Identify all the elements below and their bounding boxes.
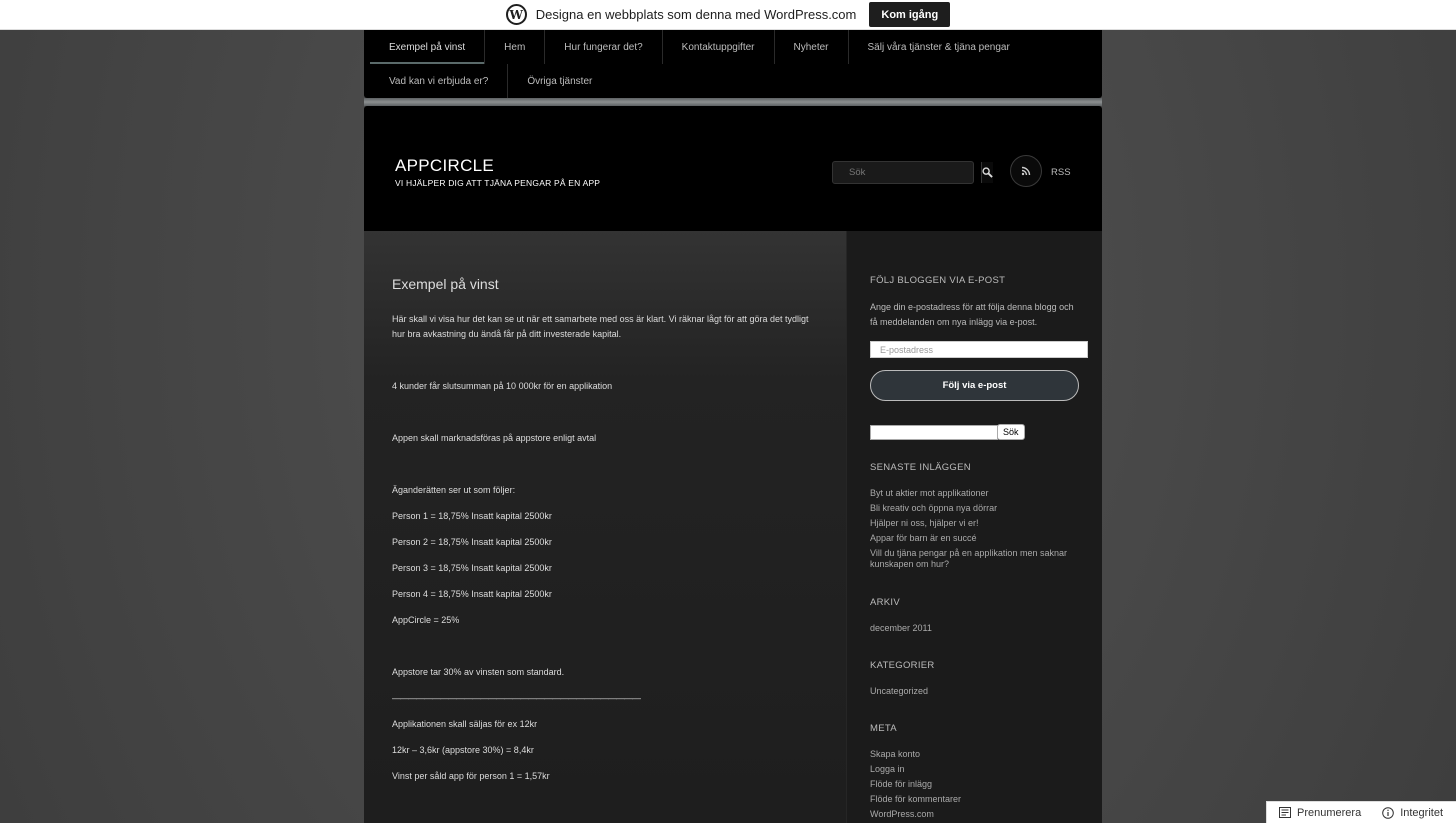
post-paragraph: 12kr – 3,6kr (appstore 30%) = 8,4kr <box>392 745 534 755</box>
site-description: VI HJÄLPER DIG ATT TJÄNA PENGAR PÅ EN APP <box>395 178 601 188</box>
follow-widget-text: Ange din e-postadress för att följa denna blogg och få meddelanden om nya inlägg via e-post. <box>870 302 1074 327</box>
post-paragraph: 4 kunder får slutsumman på 10 000kr för en applikation <box>392 381 613 391</box>
info-icon <box>1382 807 1394 819</box>
subscribe-button[interactable] <box>1279 807 1361 819</box>
sidebar <box>846 231 1102 823</box>
recent-post-link[interactable]: Hjälper ni oss, hjälper vi er! <box>870 518 979 528</box>
follow-widget-title: FÖLJ BLOGGEN VIA E-POST <box>870 275 1006 286</box>
meta-title: META <box>870 723 897 734</box>
sidebar-search-input[interactable] <box>870 425 998 440</box>
categories-title: KATEGORIER <box>870 660 935 671</box>
wordpress-banner-text: Designa en webbplats som denna med WordPress.com <box>535 7 857 22</box>
post-paragraph: Vinst per såld app för person 1 = 1,57kr <box>392 771 550 781</box>
archive-title: ARKIV <box>870 597 901 608</box>
get-started-button[interactable]: Kom igång <box>869 2 950 27</box>
rss-label[interactable]: RSS <box>1051 167 1071 178</box>
post-paragraph: Person 1 = 18,75% Insatt kapital 2500kr <box>392 511 552 521</box>
recent-post-link[interactable]: Bli kreativ och öppna nya dörrar <box>870 503 998 513</box>
subscribe-label: Prenumerera <box>1297 806 1362 819</box>
post-paragraph: Appen skall marknadsföras på appstore enligt avtal <box>392 433 597 443</box>
category-link[interactable]: Uncategorized <box>870 686 929 696</box>
post-title[interactable]: Exempel på vinst <box>392 276 499 292</box>
meta-link[interactable]: Logga in <box>870 764 905 774</box>
privacy-button[interactable] <box>1382 807 1443 819</box>
nav-item-salj[interactable]: Sälj våra tjänster & tjäna pengar <box>867 41 1010 53</box>
meta-link[interactable]: Flöde för inlägg <box>870 779 933 789</box>
nav-item-nyheter[interactable]: Nyheter <box>775 30 849 64</box>
post-paragraph: Applikationen skall säljas för ex 12kr <box>392 719 538 729</box>
recent-posts-title: SENASTE INLÄGGEN <box>870 462 971 473</box>
privacy-label: Integritet <box>1400 806 1444 819</box>
post-paragraph: Äganderätten ser ut som följer: <box>392 485 516 495</box>
recent-post-link[interactable]: Byt ut aktier mot applikationer <box>870 488 989 498</box>
nav-item-kontakt[interactable]: Kontaktuppgifter <box>663 30 775 64</box>
nav-item-hur-fungerar[interactable]: Hur fungerar det? <box>545 30 662 64</box>
post-paragraph: Appstore tar 30% av vinsten som standard. <box>392 667 565 677</box>
archive-link[interactable]: december 2011 <box>870 623 932 633</box>
wordpress-banner <box>0 0 1456 30</box>
post-paragraph: Person 4 = 18,75% Insatt kapital 2500kr <box>392 589 552 599</box>
email-field[interactable]: E-postadress <box>870 341 1088 358</box>
meta-link[interactable]: Flöde för kommentarer <box>870 794 962 804</box>
meta-link[interactable]: WordPress.com <box>870 809 934 819</box>
post-separator: ——————————————————————————————— <box>392 693 640 703</box>
nav-row-2 <box>370 64 1096 98</box>
search-icon <box>982 167 993 178</box>
header-divider <box>364 98 1102 106</box>
sidebar-search <box>870 424 1079 440</box>
post-paragraph: AppCircle = 25% <box>392 615 460 625</box>
recent-post-link[interactable]: Appar för barn är en succé <box>870 533 977 543</box>
sidebar-search-button[interactable]: Sök <box>997 424 1025 440</box>
nav-item-exempel[interactable]: Exempel på vinst <box>370 30 485 64</box>
rss-button[interactable] <box>1010 155 1042 187</box>
post-paragraph: Här skall vi visa hur det kan se ut när ett samarbete med oss är klart. Vi räknar lågt för att göra det tydligt hur bra avkastning du ändå får på ditt investerade kapital. <box>392 314 809 339</box>
post-paragraph: Person 3 = 18,75% Insatt kapital 2500kr <box>392 563 552 573</box>
search-button[interactable] <box>981 162 993 183</box>
site-header <box>364 106 1102 231</box>
follow-email-button[interactable]: Följ via e-post <box>870 370 1079 401</box>
subscribe-icon <box>1279 807 1291 818</box>
nav-row-1 <box>370 30 1096 64</box>
action-bar <box>1266 801 1456 823</box>
rss-icon <box>1021 166 1031 176</box>
recent-posts-list <box>870 488 1079 570</box>
post-paragraph: Person 2 = 18,75% Insatt kapital 2500kr <box>392 537 552 547</box>
post <box>392 276 812 784</box>
main-nav <box>364 30 1102 98</box>
header-search-input[interactable] <box>833 162 981 183</box>
site-title[interactable]: APPCIRCLE <box>395 156 495 175</box>
meta-link[interactable]: Skapa konto <box>870 749 921 759</box>
nav-item-ovriga[interactable]: Övriga tjänster <box>527 75 593 87</box>
wordpress-logo-icon[interactable]: W <box>506 4 527 25</box>
nav-item-vad-kan-vi[interactable]: Vad kan vi erbjuda er? <box>370 64 508 98</box>
header-search <box>832 161 974 184</box>
content-area <box>364 231 1102 823</box>
meta-list <box>870 749 1079 820</box>
recent-post-link[interactable]: Vill du tjäna pengar på en applikation men saknar kunskapen om hur? <box>870 548 1067 569</box>
nav-item-hem[interactable]: Hem <box>485 30 545 64</box>
